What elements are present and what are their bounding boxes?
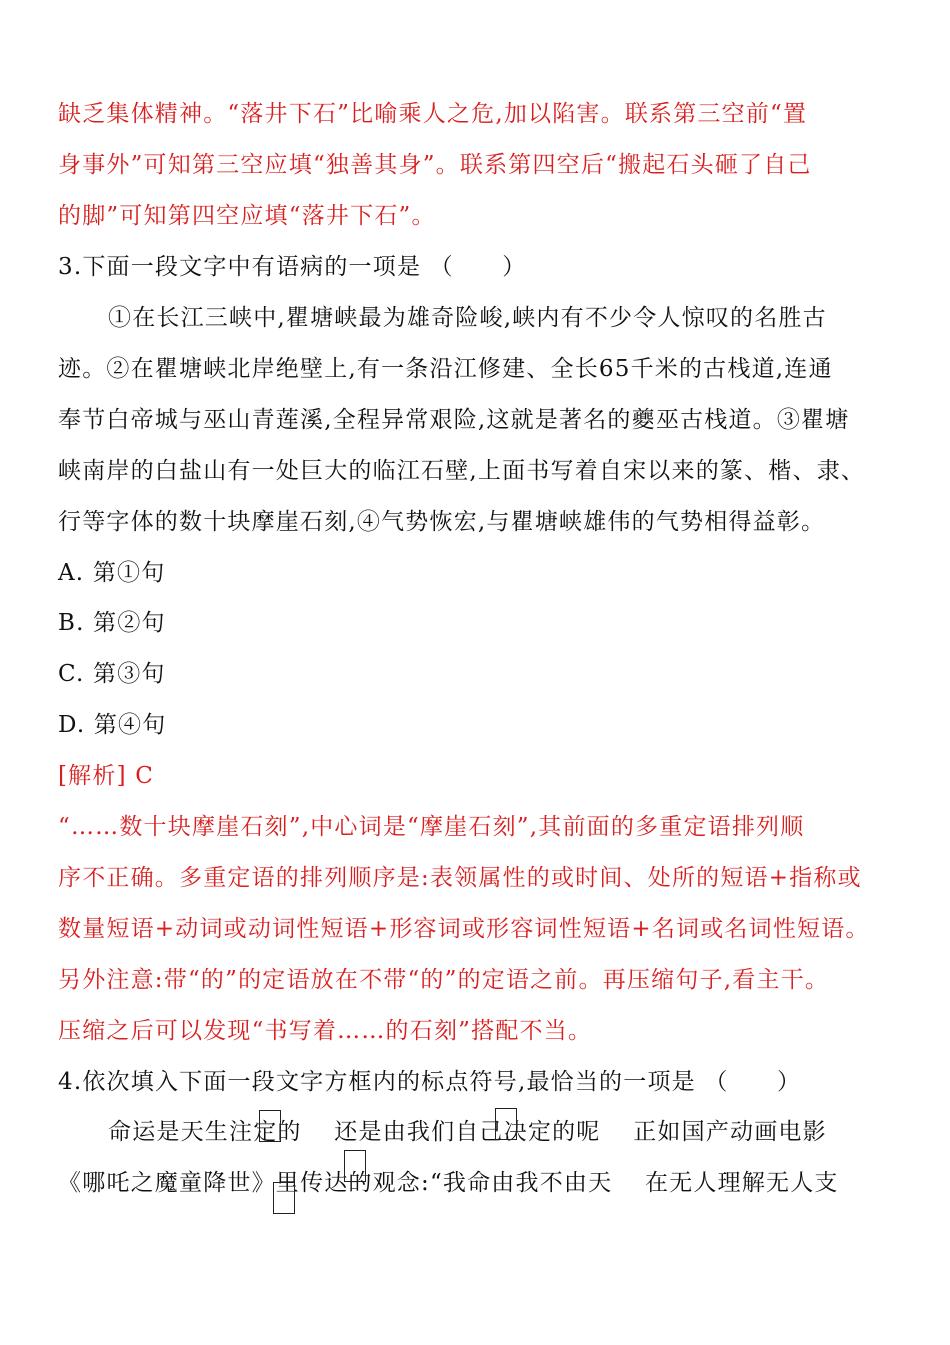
option-c: C. 第③句 (58, 661, 166, 687)
blank-box-1 (259, 1110, 281, 1142)
question-3-passage-line: 行等字体的数十块摩崖石刻,④气势恢宏,与瞿塘峡雄伟的气势相得益彰。 (58, 509, 826, 535)
analysis-line: 数量短语+动词或动词性短语+形容词或形容词性短语+名词或名词性短语。 (58, 916, 870, 942)
question-3-passage-line: 迹。②在瞿塘峡北岸绝壁上,有一条沿江修建、全长65千米的古栈道,连通 (58, 356, 833, 382)
question-3-stem: 3.下面一段文字中有语病的一项是 （ ） (58, 254, 527, 280)
blank-box-4 (273, 1182, 295, 1214)
question-3-passage-line: ①在长江三峡中,瞿塘峡最为雄奇险峻,峡内有不少令人惊叹的名胜古 (108, 305, 827, 331)
blank-box-3 (344, 1150, 366, 1182)
question-4-passage-line: 命运是天生注定的 还是由我们自己决定的呢 正如国产动画电影 (108, 1119, 827, 1145)
analysis-line: “……数十块摩崖石刻”,中心词是“摩崖石刻”,其前面的多重定语排列顺 (58, 814, 805, 840)
explanation-line: 身事外”可知第三空应填“独善其身”。联系第四空后“搬起石头砸了自己 (58, 152, 812, 178)
option-b: B. 第②句 (58, 610, 166, 636)
explanation-line: 的脚”可知第四空应填“落井下石”。 (58, 203, 436, 229)
option-d: D. 第④句 (58, 712, 167, 738)
answer-label: [解析] C (58, 763, 155, 789)
question-4-passage-line: 《哪吒之魔童降世》里传达的观念:“我命由我不由天 在无人理解无人支 (58, 1170, 839, 1196)
question-3-passage-line: 峡南岸的白盐山有一处巨大的临江石壁,上面书写着自宋以来的篆、楷、隶、 (58, 458, 866, 484)
analysis-line: 序不正确。多重定语的排列顺序是:表领属性的或时间、处所的短语+指称或 (58, 865, 862, 891)
question-4-stem: 4.依次填入下面一段文字方框内的标点符号,最恰当的一项是 （ ） (58, 1069, 802, 1095)
analysis-line: 另外注意:带“的”的定语放在不带“的”的定语之前。再压缩句子,看主干。 (58, 967, 830, 993)
explanation-line: 缺乏集体精神。“落井下石”比喻乘人之危,加以陷害。联系第三空前“置 (58, 101, 808, 127)
blank-box-2 (495, 1108, 517, 1140)
analysis-line: 压缩之后可以发现“书写着……的石刻”搭配不当。 (58, 1018, 593, 1044)
option-a: A. 第①句 (58, 560, 166, 586)
question-3-passage-line: 奉节白帝城与巫山青莲溪,全程异常艰险,这就是著名的夔巫古栈道。③瞿塘 (58, 407, 850, 433)
